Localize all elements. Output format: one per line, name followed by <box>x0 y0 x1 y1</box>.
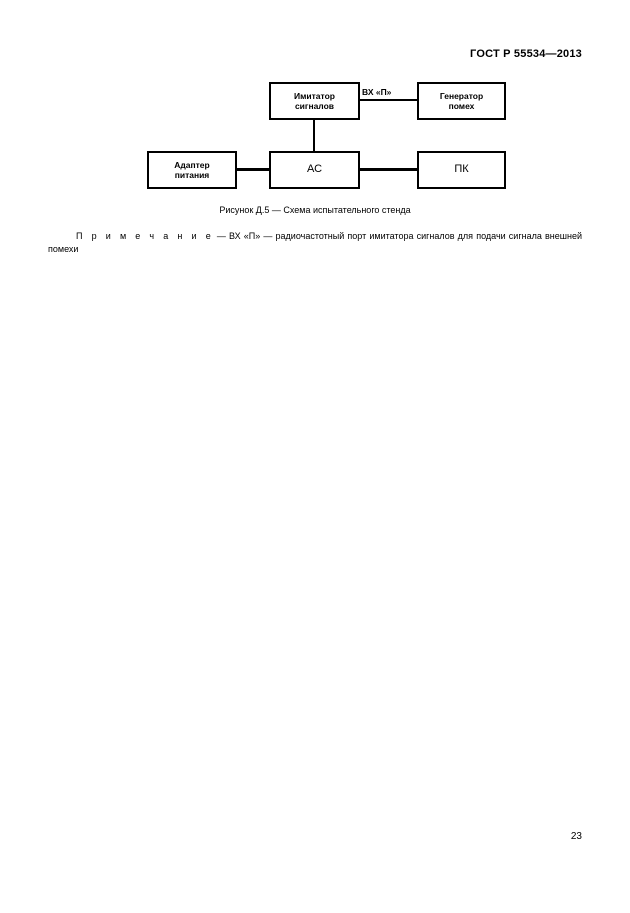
power-adapter-label: Адаптер питания <box>174 159 210 180</box>
as-label: АС <box>306 163 323 176</box>
signal-imitator-box <box>269 82 360 120</box>
port-label: ВХ «П» <box>362 87 392 97</box>
pk-label: ПК <box>454 163 469 176</box>
as-box <box>269 151 360 189</box>
noise-generator-label: Генератор помех <box>439 90 484 111</box>
signal-imitator-label: Имитатор сигналов <box>294 90 335 111</box>
connector-imitator-as <box>313 119 315 152</box>
connector-adapter-as <box>236 168 270 171</box>
test-bench-diagram <box>0 0 630 200</box>
power-adapter-box <box>147 151 237 189</box>
connector-imitator-generator <box>359 99 418 101</box>
document-header: ГОСТ Р 55534—2013 <box>470 48 582 60</box>
note-text: — ВХ «П» — радиочастотный порт имитатора сигналов для подачи сигнала внешней помехи <box>48 231 582 254</box>
page-number: 23 <box>570 831 582 842</box>
connector-as-pk <box>359 168 418 171</box>
note-prefix: П р и м е ч а н и е <box>76 231 214 241</box>
note-paragraph <box>48 230 582 256</box>
pk-box <box>417 151 506 189</box>
figure-caption: Рисунок Д.5 — Схема испытательного стенда <box>219 205 411 215</box>
noise-generator-box <box>417 82 506 120</box>
